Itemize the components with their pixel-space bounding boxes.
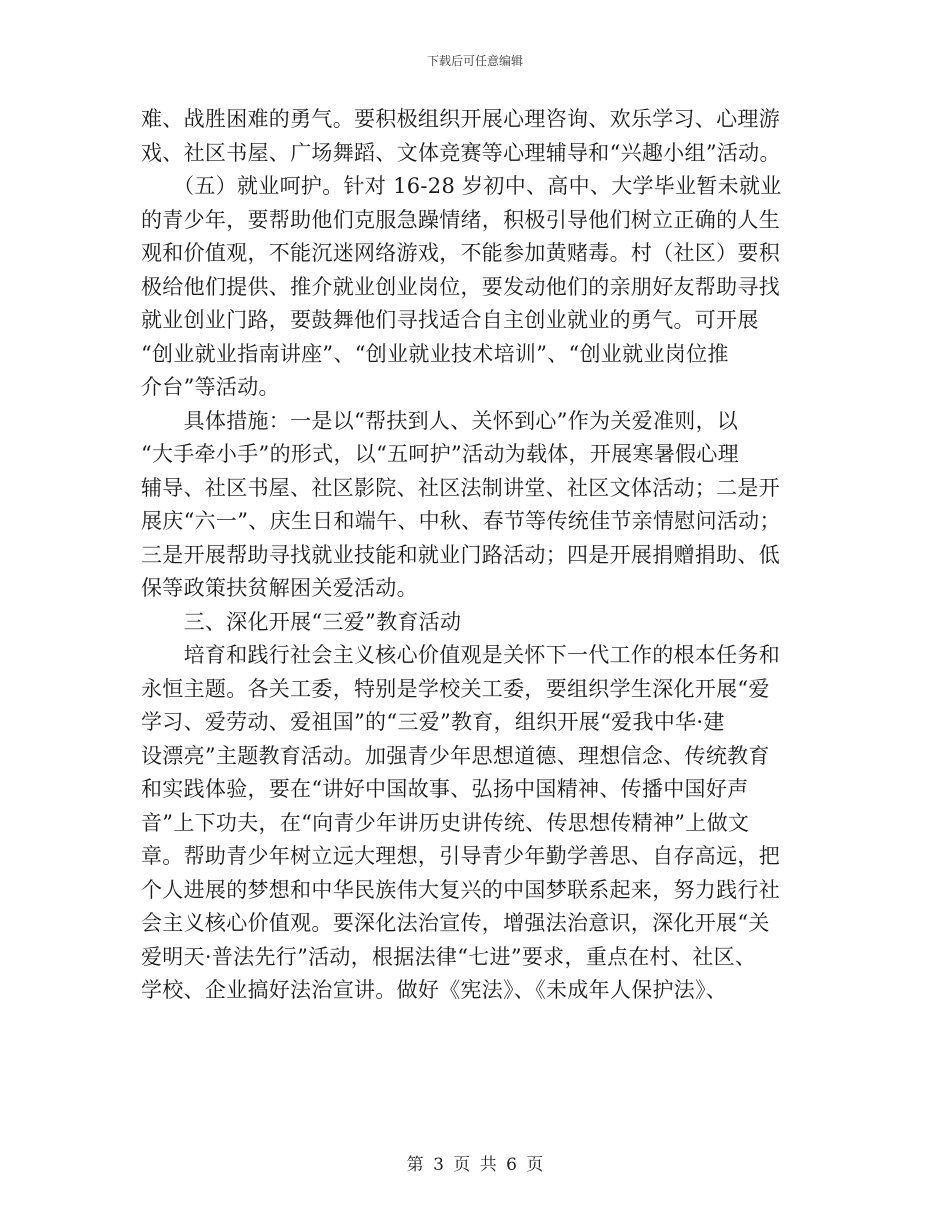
text-line: 爱明天·普法先行”活动，根据法律“七进”要求，重点在村、社区、 — [141, 944, 757, 969]
text-line: “大手牵小手”的形式，以“五呵护”活动为载体，开展寒暑假心理 — [141, 442, 739, 466]
text-line: 戏、社区书屋、广场舞蹈、文体竞赛等心理辅导和“兴趣小组”活动。 — [141, 140, 781, 165]
text-line: 学校、企业搞好法治宣讲。做好《宪法》、《未成年人保护法》、 — [141, 978, 728, 1002]
text-line: 设漂亮”主题教育活动。加强青少年思想道德、理想信念、传统教育 — [141, 743, 770, 768]
text-line: 三、深化开展“三爱”教育活动 — [141, 609, 462, 634]
text-line: 和实践体验，要在“讲好中国故事、弘扬中国精神、传播中国好声 — [141, 777, 749, 801]
text-line: 极给他们提供、推介就业创业岗位，要发动他们的亲朋好友帮助寻找 — [141, 274, 780, 299]
text-line: 会主义核心价值观。要深化法治宣传，增强法治意识，深化开展“关 — [141, 911, 770, 935]
text-line: 的青少年，要帮助他们克服急躁情绪，积极引导他们树立正确的人生 — [141, 207, 780, 232]
text-line: 展庆“六一”、庆生日和端午、中秋、春节等传统佳节亲情慰问活动； — [141, 509, 781, 533]
text-line: 辅导、社区书屋、社区影院、社区法制讲堂、社区文体活动；二是开 — [141, 475, 780, 500]
text-line: “创业就业指南讲座”、“创业就业技术培训”、“创业就业岗位推 — [141, 341, 729, 366]
text-line: 个人进展的梦想和中华民族伟大复兴的中国梦联系起来，努力践行社 — [141, 877, 780, 902]
text-line: 保等政策扶贫解困关爱活动。 — [141, 576, 418, 600]
page-footer: 第 3 页 共 6 页 — [406, 1155, 544, 1175]
text-line: 音”上下功夫，在“向青少年讲历史讲传统、传思想传精神”上做文 — [141, 810, 750, 835]
text-line: 观和价值观，不能沉迷网络游戏，不能参加黄赌毒。村（社区）要积 — [141, 241, 780, 265]
text-line: 章。帮助青少年树立远大理想，引导青少年勤学善思、自存高远，把 — [141, 844, 780, 868]
page-header: 下载后可任意编辑 — [426, 54, 523, 68]
document-body — [141, 103, 811, 1008]
text-line: 永恒主题。各关工委，特别是学校关工委，要组织学生深化开展“爱 — [141, 676, 770, 701]
text-line: 学习、爱劳动、爱祖国”的“三爱”教育，组织开展“爱我中华·建 — [141, 710, 725, 734]
text-line: 难、战胜困难的勇气。要积极组织开展心理咨询、欢乐学习、心理游 — [141, 107, 780, 131]
text-line: （五）就业呵护。针对 16-28 岁初中、高中、大学毕业暂未就业 — [141, 174, 782, 198]
text-line: 具体措施：一是以“帮扶到人、关怀到心”作为关爱准则，以 — [141, 408, 739, 433]
text-line: 介台”等活动。 — [141, 375, 280, 399]
text-line: 就业创业门路，要鼓舞他们寻找适合自主创业就业的勇气。可开展 — [141, 308, 759, 332]
text-line: 三是开展帮助寻找就业技能和就业门路活动；四是开展捐赠捐助、低 — [141, 542, 780, 567]
text-line: 培育和践行社会主义核心价值观是关怀下一代工作的根本任务和 — [141, 643, 780, 667]
